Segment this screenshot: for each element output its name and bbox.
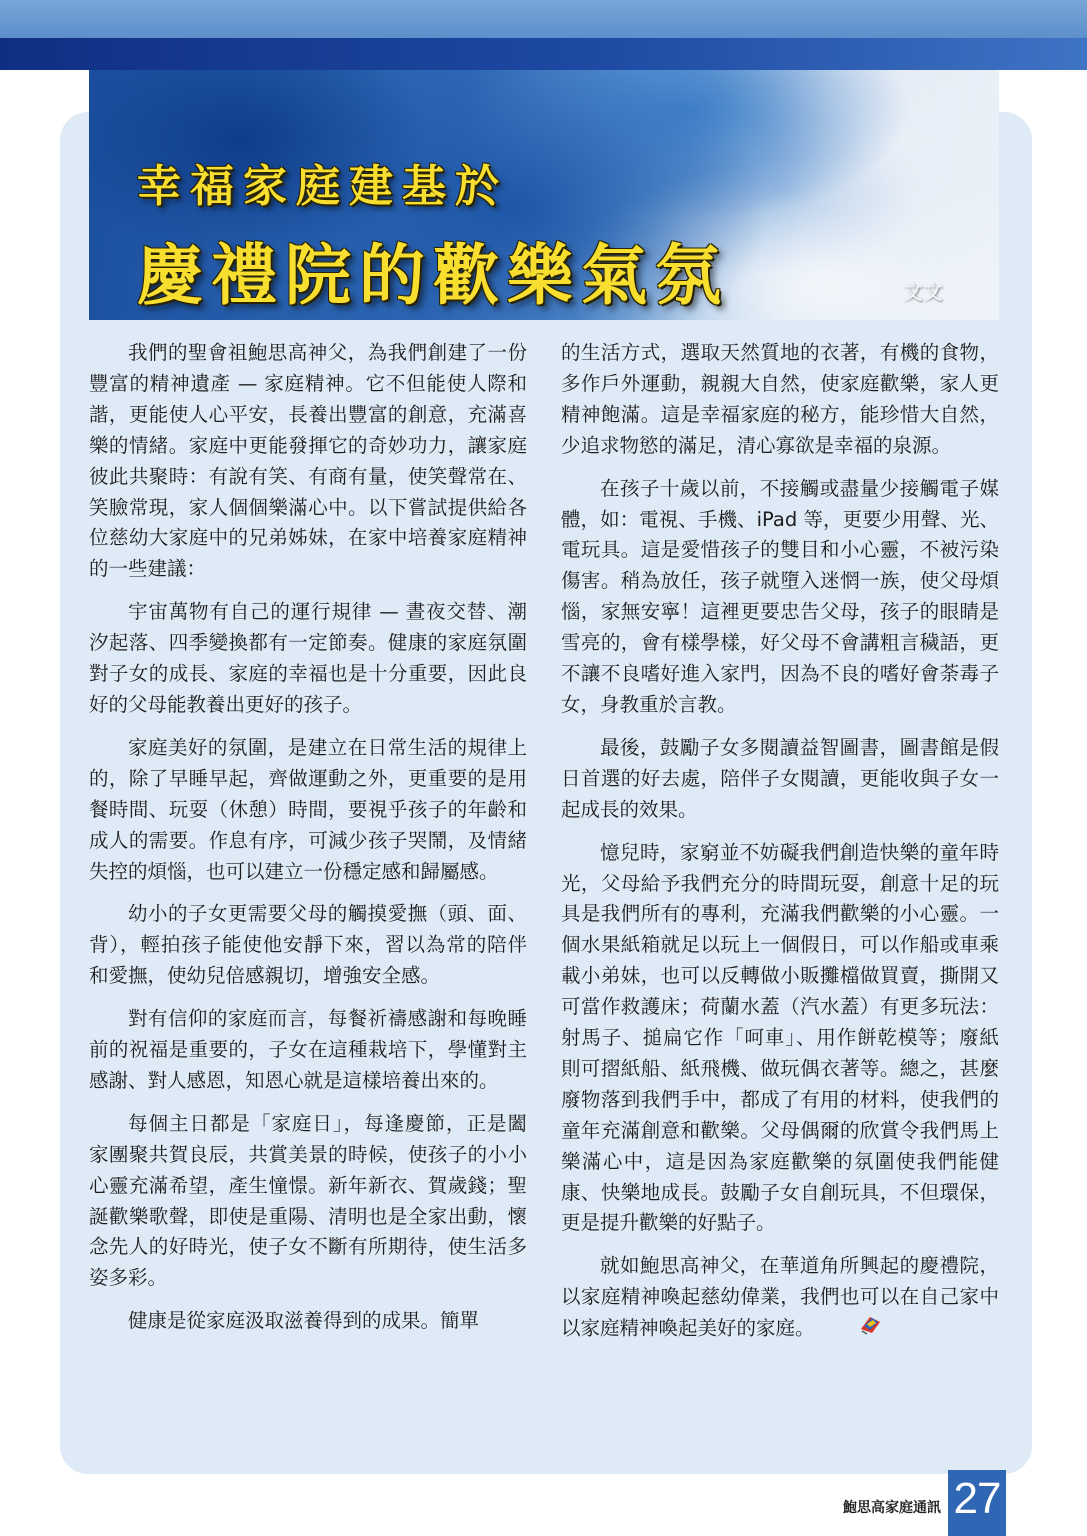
header-stripe [0,38,1087,70]
title-line-1: 幸福家庭建基於 [137,161,508,212]
paragraph: 我們的聖會祖鮑思高神父，為我們創建了一份豐富的精神遺產 — 家庭精神。它不但能使人際和諧，更能使人心平安，長養出豐富的創意，充滿喜樂的情緒。家庭中更能發揮它的奇妙功力，讓家庭彼此共聚時：有說有笑、有商有量，使笑聲常在、笑臉常現，家人個個樂滿心中。以下嘗試提供給各位慈幼大家庭中的兄弟姊妹，在家中培養家庭精神的一些建議： [89,341,527,581]
publication-title: 鮑思高家庭通訊 [843,1500,941,1516]
paragraph: 幼小的子女更需要父母的觸摸愛撫（頭、面、背），輕拍孩子能使他安靜下來，習以為常的陪伴和愛撫，使幼兒倍感親切，增強安全感。 [89,902,527,988]
paragraph: 健康是從家庭汲取滋養得到的成果。簡單 [128,1309,480,1333]
end-mark-icon [819,1313,884,1345]
paragraph: 對有信仰的家庭而言，每餐祈禱感謝和每晚睡前的祝福是重要的，子女在這種栽培下，學懂對主感謝、對人感恩，知恩心就是這樣培養出來的。 [89,1007,527,1092]
paragraph: 最後，鼓勵子女多閱讀益智圖書，圖書館是假日首選的好去處，陪伴子女閱讀，更能收與子女一起成長的效果。 [561,735,999,821]
page-number-box [948,1470,1006,1536]
paragraph-final [561,1251,999,1345]
paragraph-text: 就如鮑思高神父，在華道角所興起的慶禮院，以家庭精神喚起慈幼偉業，我們也可以在自己家中以家庭精神喚起美好的家庭。 [561,1254,999,1340]
title-banner [89,70,999,320]
paragraph: 宇宙萬物有自己的運行規律 — 晝夜交替、潮汐起落、四季變換都有一定節奏。健康的家庭氛圍對子女的成長、家庭的幸福也是十分重要，因此良好的父母能教養出更好的孩子。 [89,600,527,716]
paragraph: 每個主日都是「家庭日」，每逢慶節，正是闔家團聚共賀良辰，共賞美景的時候，使孩子的小小心靈充滿希望，產生憧憬。新年新衣、賀歲錢；聖誕歡樂歌聲，即使是重陽、清明也是全家出動，懷念先人的好時光，使子女不斷有所期待，使生活多姿多彩。 [89,1111,527,1290]
page-number: 27 [953,1474,1001,1523]
right-column [561,338,999,1357]
title-line-2: 慶禮院的歡樂氣氛 [137,236,729,314]
left-column [89,338,527,1349]
paragraph: 的生活方式，選取天然質地的衣著，有機的食物，多作戶外運動，親親大自然，使家庭歡樂，家人更精神飽滿。這是幸福家庭的秘方，能珍惜大自然，少追求物慾的滿足，清心寡欲是幸福的泉源。 [561,341,999,457]
header-band [0,0,1087,38]
paragraph: 憶兒時，家窮並不妨礙我們創造快樂的童年時光，父母給予我們充分的時間玩耍，創意十足的玩具是我們所有的專利，充滿我們歡樂的小心靈。一個水果紙箱就足以玩上一個假日，可以作船或車乘載小弟妹，也可以反轉做小販攤檔做買賣，撕開又可當作救護床；荷蘭水蓋（汽水蓋）有更多玩法：射馬子、搥扁它作「呵車」、用作餅乾模等；廢紙則可摺紙船、紙飛機、做玩偶衣著等。總之，甚麼廢物落到我們手中，都成了有用的材料，使我們的童年充滿創意和歡樂。父母偶爾的欣賞令我們馬上樂滿心中，這是因為家庭歡樂的氛圍使我們能健康、快樂地成長。鼓勵子女自創玩具，不但環保，更是提升歡樂的好點子。 [561,840,999,1235]
paragraph: 在孩子十歲以前，不接觸或盡量少接觸電子媒體，如：電視、手機、iPad 等，更要少用聲、光、電玩具。這是愛惜孩子的雙目和小心靈，不被污染傷害。稍為放任，孩子就墮入迷惘一族，使父母煩惱，家無安寧！這裡更要忠告父母，孩子的眼睛是雪亮的，會有樣學樣，好父母不會講粗言穢語，更不讓不良嗜好進入家門，因為不良的嗜好會荼毒子女，身教重於言教。 [561,476,999,716]
paragraph: 家庭美好的氛圍，是建立在日常生活的規律上的，除了早睡早起，齊做運動之外，更重要的是用餐時間、玩耍（休憩）時間，要視乎孩子的年齡和成人的需要。作息有序，可減少孩子哭鬧，及情緒失控的煩惱，也可以建立一份穩定感和歸屬感。 [89,735,527,883]
author-byline: 文文 [903,280,943,304]
